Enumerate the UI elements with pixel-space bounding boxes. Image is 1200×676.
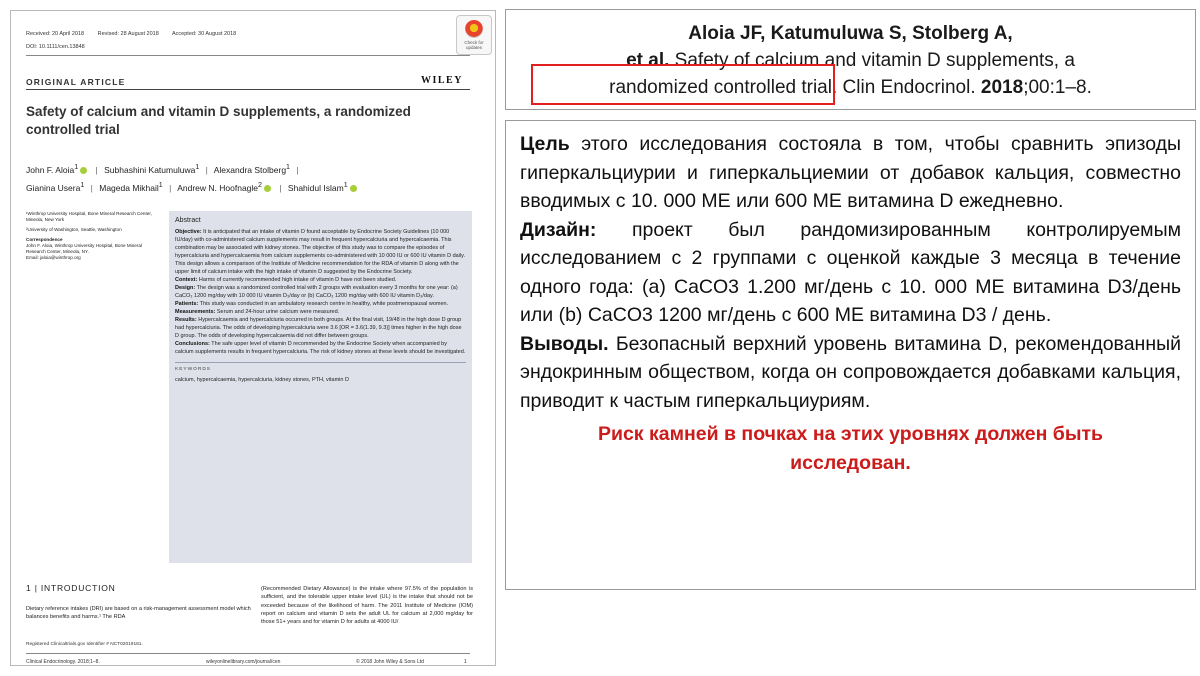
author[interactable]: Andrew N. Hoofnagle <box>177 182 259 193</box>
label: Conclusions: <box>175 341 210 347</box>
keywords-heading: KEYWORDS <box>175 367 211 372</box>
author-sup: 1 <box>74 163 79 171</box>
conclusions-text: Безопасный верхний уровень витамина D, рекомендованный эндокринным обществом, когда он сопровождается добавками кальция, приводит к частым гиперкальциуриям. <box>520 332 1181 412</box>
design-text: проект был рандомизированным контролируемым исследованием с 2 группами с оценкой каждые 3 месяца в течение одного года: (a) CaCO3 1.200 мг/день с 10. 000 МЕ витамина D3/день или (b) CaCO3 1200 мг/день с 600 МЕ витамина D3 / день. <box>520 218 1181 326</box>
citation-title-part2: randomized controlled trial. <box>609 77 838 98</box>
footer-rule <box>26 653 470 654</box>
intro-left-column: Dietary reference intakes (DRI) are based on a risk-management assessment model which balances benefits and harms.¹ The RDA <box>26 606 251 620</box>
revised-date: Revised: 28 August 2018 <box>97 31 159 37</box>
author-sep: | <box>90 182 93 193</box>
abstract-box <box>169 211 472 563</box>
label: Objective: <box>175 229 202 235</box>
author-list <box>26 160 471 196</box>
author-sep: | <box>95 164 98 175</box>
correspondence-body: John F. Aloia, Winthrop University Hospital, Bone Mineral Research Center, Mineola, NY. <box>26 243 142 254</box>
abstract-measurements <box>175 308 466 316</box>
correspondence-heading: Correspondence <box>26 237 63 242</box>
publisher-logo: WILEY <box>421 75 463 86</box>
abstract-results <box>175 316 466 340</box>
citation-line-1 <box>506 20 1195 47</box>
author-sep: | <box>205 164 208 175</box>
affiliation-2: ²University of Washington, Seattle, Washington <box>26 227 122 232</box>
author-sup: 1 <box>80 180 85 189</box>
text: The safe upper level of vitamin D recommended by the Endocrine Society when accompanied by calcium supplements results in frequent hypercalciuria. The risk of kidney stones at these levels should be investigated. <box>175 341 466 355</box>
text: Hypercalcaemia and hypercalciuria occurred in both groups. At the final visit, 19/48 in the high dose D group had hypercalciuria. The odds of developing hypercalciuria were 3.6 [OR = 3.6(1.39, 9.3)] times higher in the high dose D group. The odds of developing hypercalcaemia did not differ between groups. <box>175 317 462 339</box>
highlight-box <box>531 64 838 105</box>
orcid-icon[interactable] <box>350 185 357 192</box>
author[interactable]: Mageda Mikhail <box>99 182 159 193</box>
footer-journal: Clinical Endocrinology. 2018;1–8. <box>26 659 100 665</box>
article-title: Safety of calcium and vitamin D supplements, a randomized controlled trial <box>26 104 411 137</box>
type-rule <box>26 89 470 90</box>
abstract-heading: Abstract <box>175 217 201 224</box>
affiliation-1: ¹Winthrop University Hospital, Bone Mineral Research Center, Mineola, New York <box>26 211 152 222</box>
citation-et-al: et al. <box>626 50 670 71</box>
summary-box <box>505 120 1196 590</box>
label: Measurements: <box>175 309 216 315</box>
affiliations <box>26 211 158 261</box>
conclusions-label: Выводы. <box>520 332 609 355</box>
citation-journal: Clin Endocrinol. <box>842 77 976 98</box>
author[interactable]: Gianina Usera <box>26 182 81 193</box>
author-sup: 2 <box>258 180 262 189</box>
text: This study was conducted in an ambulatory research centre in healthy, white postmenopausal women. <box>199 301 449 307</box>
label: Design: <box>175 285 196 291</box>
correspondence-email[interactable]: Email: jaloia@winthrop.org <box>26 255 81 260</box>
check-for-updates-badge[interactable] <box>456 15 492 55</box>
keywords-list: calcium, hypercalcaemia, hypercalciuria, kidney stones, PTH, vitamin D <box>175 377 349 383</box>
crossmark-icon <box>465 20 483 38</box>
citation-pages: ;00:1–8. <box>1023 77 1092 98</box>
author-sep: | <box>279 182 282 193</box>
badge-label: Check for updates <box>464 40 484 50</box>
citation-authors: Aloia JF, Katumuluwa S, Stolberg A, <box>688 23 1013 44</box>
intro-right-column: (Recommended Dietary Allowance) is the intake where 97.5% of the population is sufficient, and the tolerable upper intake level (UL) is the intake that should not be exceeded because of the likelihood of harm. The 2011 Institute of Medicine (IOM) report on calcium and vitamin D sets the adult UL for calcium at 2,000 mg/day for those 51+ years and for vitamin D for adults at 4000 IU/ <box>261 586 473 626</box>
accepted-date: Accepted: 30 August 2018 <box>172 31 237 37</box>
abstract-context <box>175 276 466 284</box>
author[interactable]: Shahidul Islam <box>287 182 344 193</box>
author-sep: | <box>296 164 299 175</box>
author-sup: 1 <box>286 163 290 171</box>
article-dates <box>26 31 248 37</box>
aim-label: Цель <box>520 133 570 155</box>
abstract-objective <box>175 228 466 276</box>
author-sup: 1 <box>158 180 163 189</box>
citation-title-part1: Safety of calcium and vitamin D supplements, a <box>674 50 1075 71</box>
design-label: Дизайн: <box>520 218 597 241</box>
abstract-patients <box>175 300 466 308</box>
header-rule <box>26 55 470 56</box>
label: Results: <box>175 317 197 323</box>
summary-conclusions <box>520 330 1181 416</box>
text: Serum and 24-hour urine calcium were measured. <box>216 309 340 315</box>
introduction-heading: 1 | INTRODUCTION <box>26 583 116 593</box>
author[interactable]: Alexandra Stolberg <box>213 164 287 175</box>
author[interactable]: Subhashini Katumuluwa <box>104 164 196 175</box>
article-type: ORIGINAL ARTICLE <box>26 77 126 87</box>
registration-note: Registered Clinicaltrials.gov Identifier # NCT02019181. <box>26 642 143 647</box>
label: Context: <box>175 277 198 283</box>
summary-design <box>520 216 1181 330</box>
text: It is anticipated that an intake of vitamin D found acceptable by Endocrine Society Guidelines (10 000 IU/day) with co-administered calcium supplements may result in frequent hypercalciuria and hypercalcaemia. This combination may be associated with kidney stones. The objective of this study was to compare the episodes of hypercalciuria and hypercalcaemia from calcium supplements co-administered with 10 000 IU or 600 IU vitamin D daily. This design allows a comparison of the Institute of Medicine recommendation for the RDA of vitamin D along with the upper limit of calcium intake with the high intake of vitamin D suggested by the Endocrine Society. <box>175 229 465 275</box>
orcid-icon[interactable] <box>80 167 87 174</box>
author-sup: 1 <box>195 163 200 171</box>
footer-copyright: © 2018 John Wiley & Sons Ltd <box>356 659 424 665</box>
footer-url[interactable]: wileyonlinelibrary.com/journal/cen <box>206 659 281 665</box>
abstract-design <box>175 284 466 300</box>
received-date: Received: 20 April 2018 <box>26 31 85 37</box>
aim-text: этого исследования состояла в том, чтобы сравнить эпизоды гиперкальциурии и гиперкальциемии от добавок кальция, совместно вводимых с 10. 000 МЕ или 600 МЕ витамина D ежедневно. <box>520 133 1181 212</box>
doi: DOI: 10.1111/cen.13848 <box>26 44 85 50</box>
author[interactable]: John F. Aloia <box>26 164 75 175</box>
label: Patients: <box>175 301 199 307</box>
text: The design was a randomized controlled trial with 2 groups with evaluation every 3 months for one year: (a) CaCO₃ 1200 mg/day with 10 000 IU vitamin D₃/day or (b) CaCO₃ 1200 mg/day with 600 IU vitamin D₃/day. <box>175 285 458 299</box>
keywords-section <box>175 362 466 384</box>
citation-year: 2018 <box>980 77 1024 98</box>
abstract-conclusions <box>175 340 466 356</box>
orcid-icon[interactable] <box>264 185 271 192</box>
kidney-stone-note: Риск камней в почках на этих уровнях должен быть исследован. <box>597 423 1104 474</box>
summary-aim <box>520 130 1181 216</box>
article-page <box>10 10 496 666</box>
footer-page-number: 1 <box>464 659 467 665</box>
author-sep: | <box>169 182 172 193</box>
text: Harms of currently recommended high intake of vitamin D have not been studied. <box>198 277 397 283</box>
author-sup: 1 <box>343 180 348 189</box>
